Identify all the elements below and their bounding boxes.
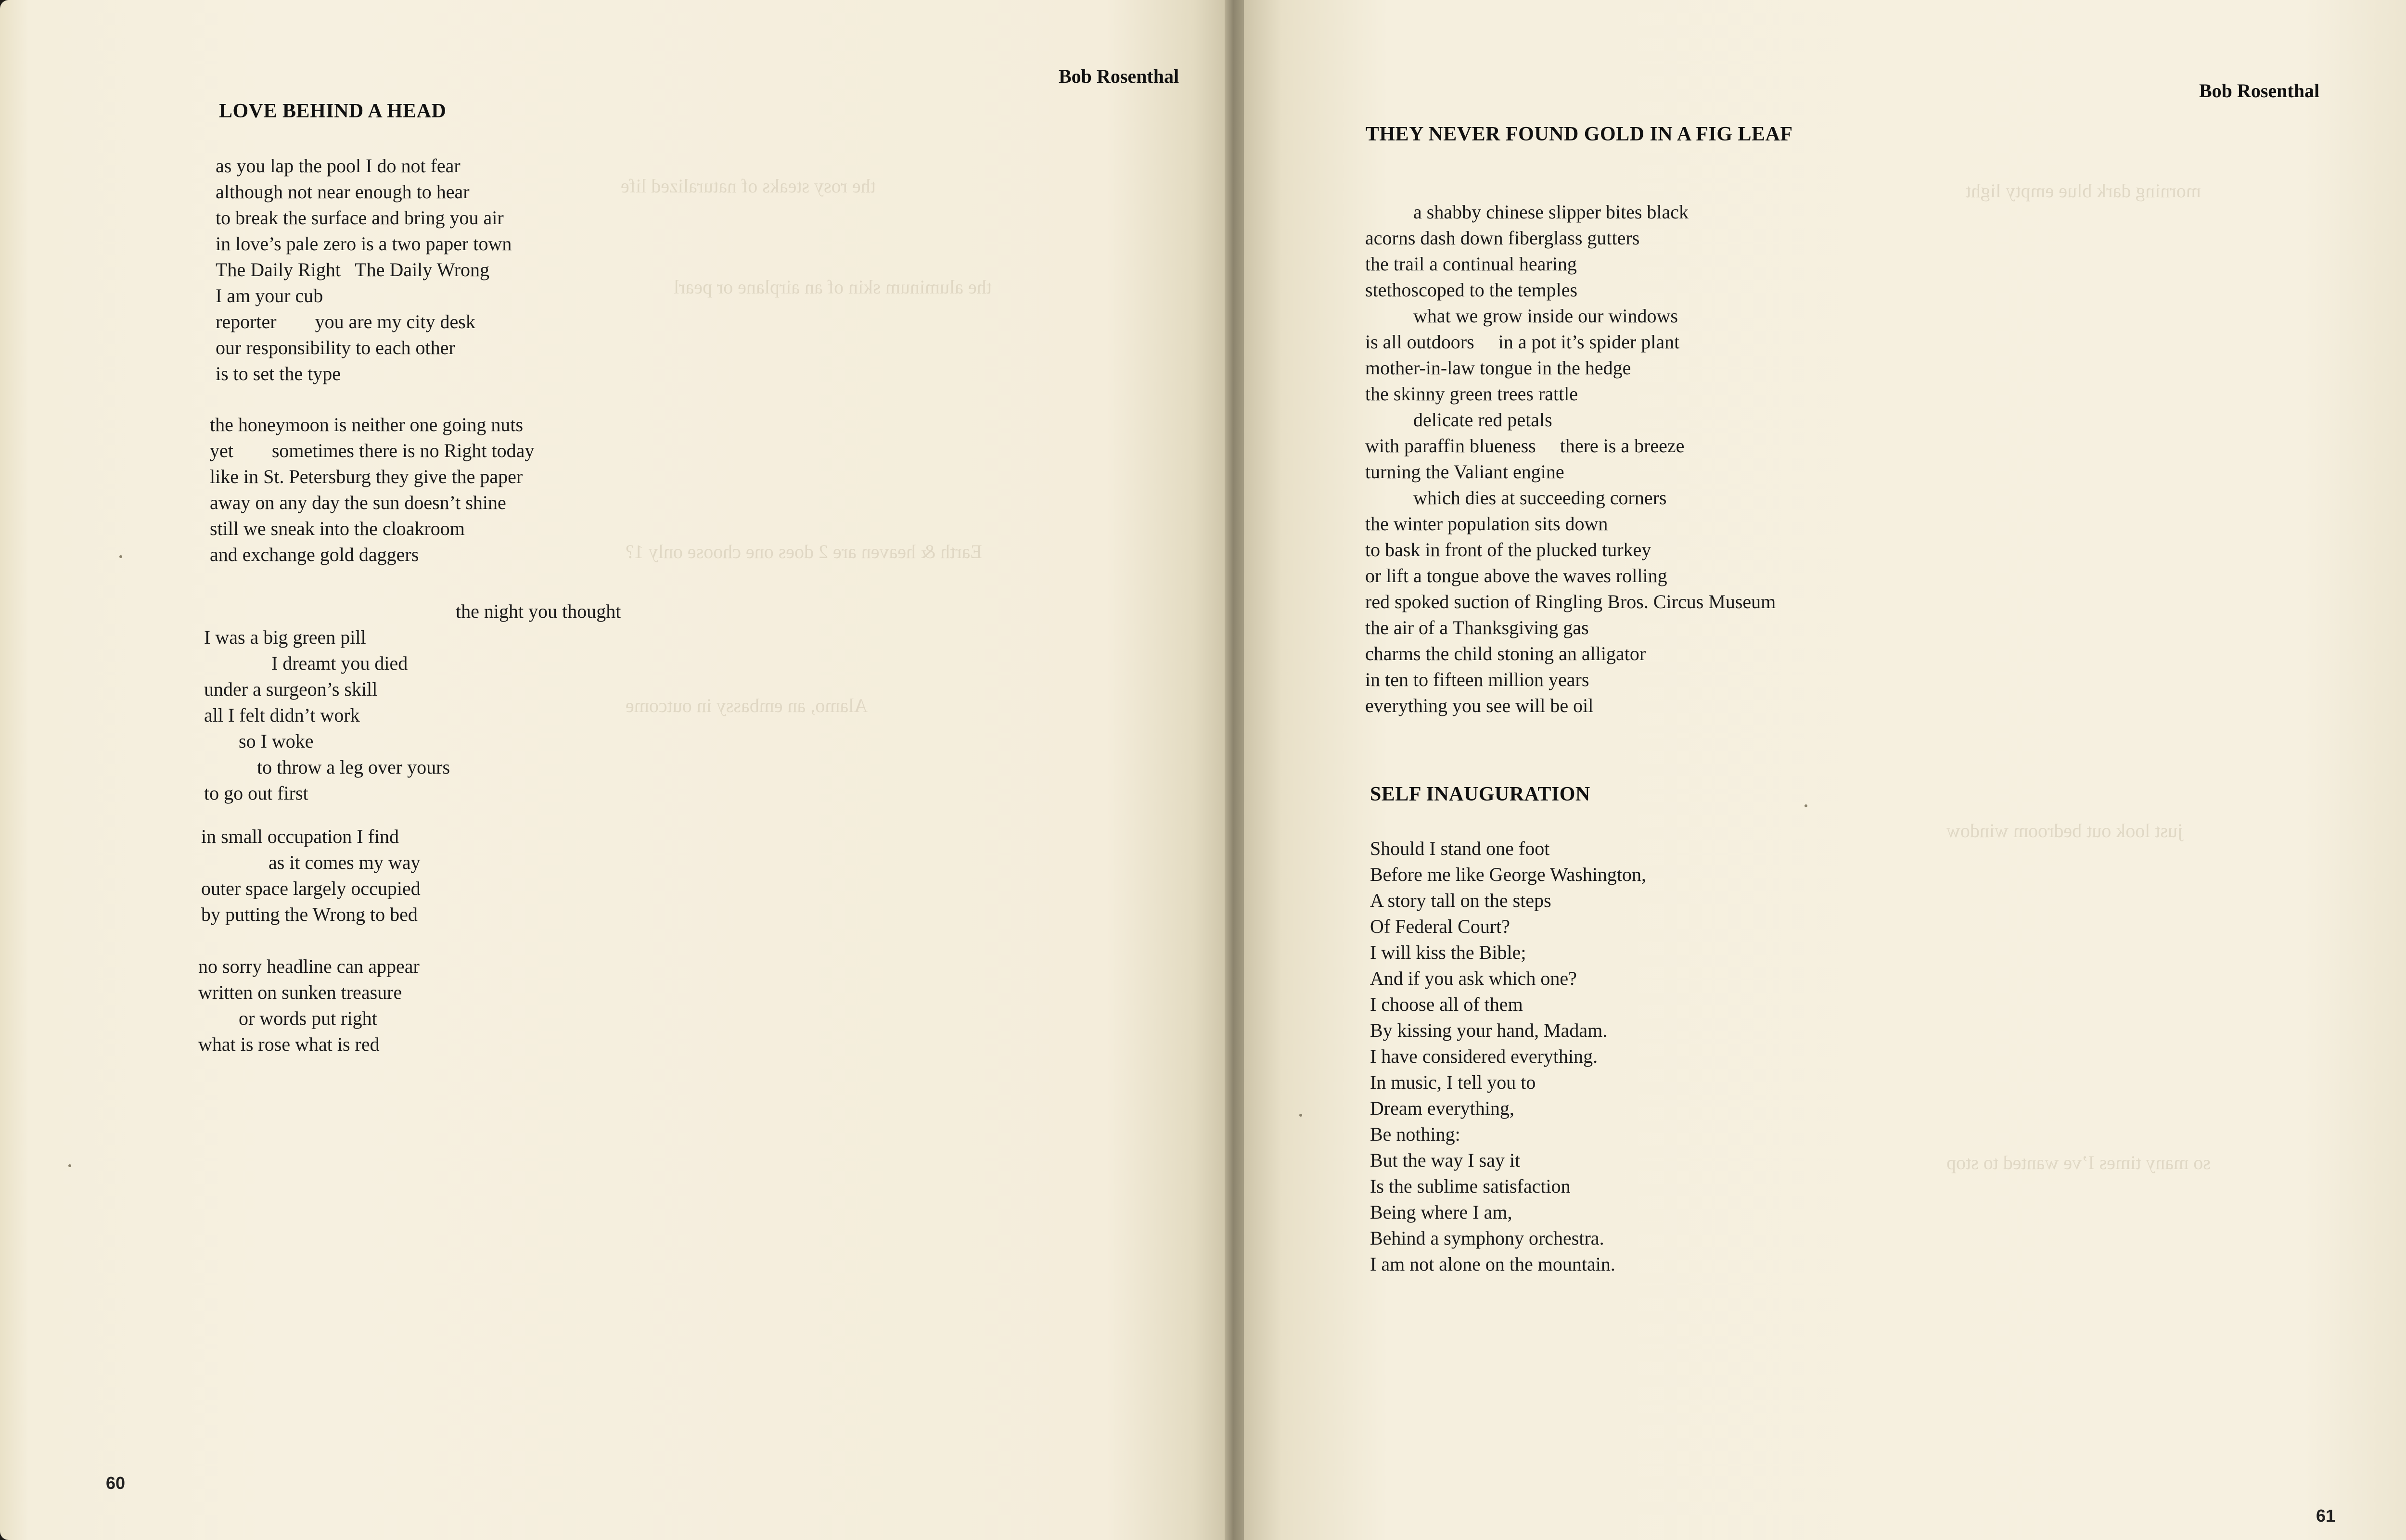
poem-line: Be nothing: (1370, 1123, 1460, 1145)
poem-line: I dreamt you died (271, 652, 408, 674)
poem-line: or words put right (239, 1007, 377, 1029)
poem-line: the air of a Thanksgiving gas (1365, 617, 1589, 638)
poem-line: to throw a leg over yours (257, 756, 450, 778)
poem-line: Behind a symphony orchestra. (1370, 1227, 1604, 1249)
poem-line: A story tall on the steps (1370, 890, 1551, 911)
poem-line: no sorry headline can appear (198, 955, 420, 977)
page-number: 60 (106, 1473, 126, 1493)
poem-line: and exchange gold daggers (210, 544, 419, 565)
poem-stanza-1 (216, 153, 512, 387)
page-number: 61 (2316, 1506, 2336, 1526)
poem-line: all I felt didn’t work (204, 704, 360, 726)
paper-speck (1804, 804, 1807, 807)
poem-line: In music, I tell you to (1370, 1071, 1536, 1093)
poem-line: stethoscoped to the temples (1365, 279, 1578, 301)
paper-speck (119, 555, 122, 558)
poem-line: Should I stand one foot (1370, 838, 1550, 859)
paper-speck (1299, 1114, 1302, 1117)
running-head-author: Bob Rosenthal (1059, 65, 1179, 87)
show-through-text: just look out bedroom window (1946, 820, 2183, 841)
poem-line: red spoked suction of Ringling Bros. Circus Museum (1365, 591, 1776, 612)
poem-line: And if you ask which one? (1370, 967, 1577, 989)
poem-line: by putting the Wrong to bed (201, 904, 418, 925)
poem-title: LOVE BEHIND A HEAD (219, 100, 447, 122)
poem-line: the winter population sits down (1365, 513, 1608, 535)
poem-line: as you lap the pool I do not fear (216, 155, 461, 177)
poem-line: outer space largely occupied (201, 878, 421, 899)
poem-line: turning the Valiant engine (1365, 461, 1564, 483)
poem-line: as it comes my way (269, 852, 421, 873)
poem-line: in small occupation I find (201, 826, 399, 847)
poem-line: to go out first (204, 782, 308, 804)
poem-line: what we grow inside our windows (1413, 305, 1678, 327)
poem-line: Of Federal Court? (1370, 916, 1510, 937)
poem-line: with paraffin blueness there is a breeze (1365, 435, 1685, 457)
poem-body (1365, 199, 1776, 719)
poem-line: in ten to fifteen million years (1365, 669, 1589, 690)
book-gutter (1225, 0, 1244, 1540)
poem-line: I was a big green pill (204, 626, 366, 648)
poem-body (1370, 836, 1646, 1277)
poem-line: By kissing your hand, Madam. (1370, 1019, 1608, 1041)
poem-line: under a surgeon’s skill (204, 678, 378, 700)
poem-line: still we sneak into the cloakroom (210, 518, 465, 539)
poem-line: to break the surface and bring you air (216, 207, 504, 229)
poem-line: to bask in front of the plucked turkey (1365, 539, 1651, 560)
poem-line: the honeymoon is neither one going nuts (210, 414, 524, 435)
poem-line: I have considered everything. (1370, 1045, 1598, 1067)
poem-line: the night you thought (456, 600, 621, 622)
show-through-text: the rosy steaks of naturalized life (621, 175, 876, 197)
right-page (1244, 0, 2406, 1540)
poem-line: I will kiss the Bible; (1370, 942, 1526, 963)
poem-line: But the way I say it (1370, 1149, 1521, 1171)
poem-line: Before me like George Washington, (1370, 864, 1647, 885)
poem-line: reporter you are my city desk (216, 311, 475, 332)
poem-line: is to set the type (216, 363, 341, 384)
poem-line: is all outdoors in a pot it’s spider plant (1365, 331, 1680, 353)
poem-line: although not near enough to hear (216, 181, 470, 203)
poem-line: I choose all of them (1370, 993, 1523, 1015)
poem-line: acorns dash down fiberglass gutters (1365, 227, 1640, 249)
poem-line: the skinny green trees rattle (1365, 383, 1578, 405)
poem-stanza-5 (198, 954, 420, 1057)
paper-speck (68, 1164, 71, 1167)
poem-line: so I woke (239, 730, 314, 752)
poem-line: Being where I am, (1370, 1201, 1512, 1223)
poem-title: THEY NEVER FOUND GOLD IN A FIG LEAF (1366, 123, 1793, 145)
poem-title: SELF INAUGURATION (1370, 783, 1590, 805)
poem-line: our responsibility to each other (216, 337, 455, 358)
poem-line: mother-in-law tongue in the hedge (1365, 357, 1631, 379)
show-through-text: morning dark blue empty light (1966, 180, 2201, 202)
running-head-author: Bob Rosenthal (2199, 80, 2320, 102)
show-through-text: the aluminum skin of an airplane or pearl (674, 276, 992, 298)
poem-line: a shabby chinese slipper bites black (1413, 201, 1689, 223)
show-through-text: Earth & heaven are 2 does one choose only 1? (626, 541, 982, 562)
poem-line: in love’s pale zero is a two paper town (216, 233, 512, 255)
show-through-text: so many times I’ve wanted to stop (1946, 1152, 2211, 1173)
poem-line: I am not alone on the mountain. (1370, 1253, 1615, 1275)
poem-line: delicate red petals (1413, 409, 1552, 431)
poem-stanza-2 (210, 412, 534, 568)
poem-line: what is rose what is red (198, 1033, 380, 1055)
poem-line: The Daily Right The Daily Wrong (216, 259, 490, 280)
poem-stanza-4 (201, 824, 421, 928)
poem-line: charms the child stoning an alligator (1365, 643, 1646, 664)
poem-stanza-3 (204, 598, 621, 806)
show-through-text: Alamo, an embassy in outcome (626, 695, 868, 716)
poem-line: I am your cub (216, 285, 323, 306)
poem-line: like in St. Petersburg they give the paper (210, 466, 523, 487)
poem-line: Dream everything, (1370, 1097, 1514, 1119)
poem-line: written on sunken treasure (198, 981, 402, 1003)
poem-line: or lift a tongue above the waves rolling (1365, 565, 1667, 586)
poem-line: everything you see will be oil (1365, 695, 1594, 716)
poem-line: the trail a continual hearing (1365, 253, 1577, 275)
poem-line: which dies at succeeding corners (1413, 487, 1667, 509)
poem-line: away on any day the sun doesn’t shine (210, 492, 506, 513)
poem-line: yet sometimes there is no Right today (210, 440, 535, 461)
poem-line: Is the sublime satisfaction (1370, 1175, 1571, 1197)
